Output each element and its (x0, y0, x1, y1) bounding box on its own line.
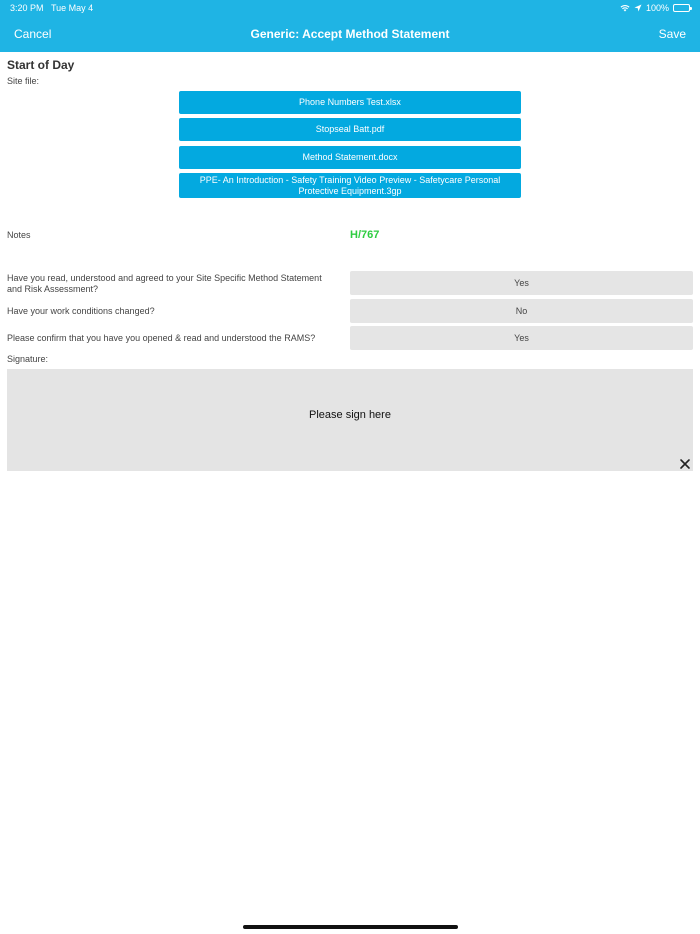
notes-label: Notes (7, 230, 31, 240)
status-bar (0, 0, 700, 18)
section-title: Start of Day (7, 58, 75, 72)
signature-label: Signature: (7, 354, 49, 364)
site-file-button[interactable]: PPE- An Introduction - Safety Training Video Preview - Safetycare Personal Protective Equipment.3gp (179, 173, 521, 198)
home-indicator (243, 925, 458, 929)
close-icon[interactable] (679, 458, 691, 470)
status-time: 3:20 PM (10, 3, 44, 13)
site-file-label: Site file: (7, 76, 40, 86)
status-indicators (620, 3, 690, 13)
signature-pad[interactable] (7, 369, 693, 471)
navigation-bar (0, 0, 700, 52)
question-answer-select[interactable]: Yes (350, 326, 693, 350)
page-title: Generic: Accept Method Statement (250, 27, 450, 41)
question-label: Please confirm that you have you opened & read and understood the RAMS? (7, 333, 316, 343)
question-label: Have your work conditions changed? (7, 306, 155, 316)
wifi-icon (620, 4, 630, 12)
site-file-button[interactable]: Method Statement.docx (179, 146, 521, 169)
location-arrow-icon (634, 4, 642, 12)
question-answer-select[interactable]: No (350, 299, 693, 323)
status-date: Tue May 4 (51, 3, 94, 13)
question-label: Have you read, understood and agreed to your Site Specific Method Statement and Risk Assessment? (7, 273, 322, 294)
battery-percent: 100% (645, 3, 669, 13)
cancel-button[interactable]: Cancel (14, 27, 52, 41)
question-answer-select[interactable]: Yes (350, 271, 693, 295)
site-file-button[interactable]: Phone Numbers Test.xlsx (179, 91, 521, 114)
signature-placeholder: Please sign here (309, 409, 391, 421)
battery-icon (673, 4, 690, 12)
notes-value: H/767 (350, 229, 380, 241)
site-file-button[interactable]: Stopseal Batt.pdf (179, 118, 521, 141)
save-button[interactable]: Save (658, 27, 686, 41)
